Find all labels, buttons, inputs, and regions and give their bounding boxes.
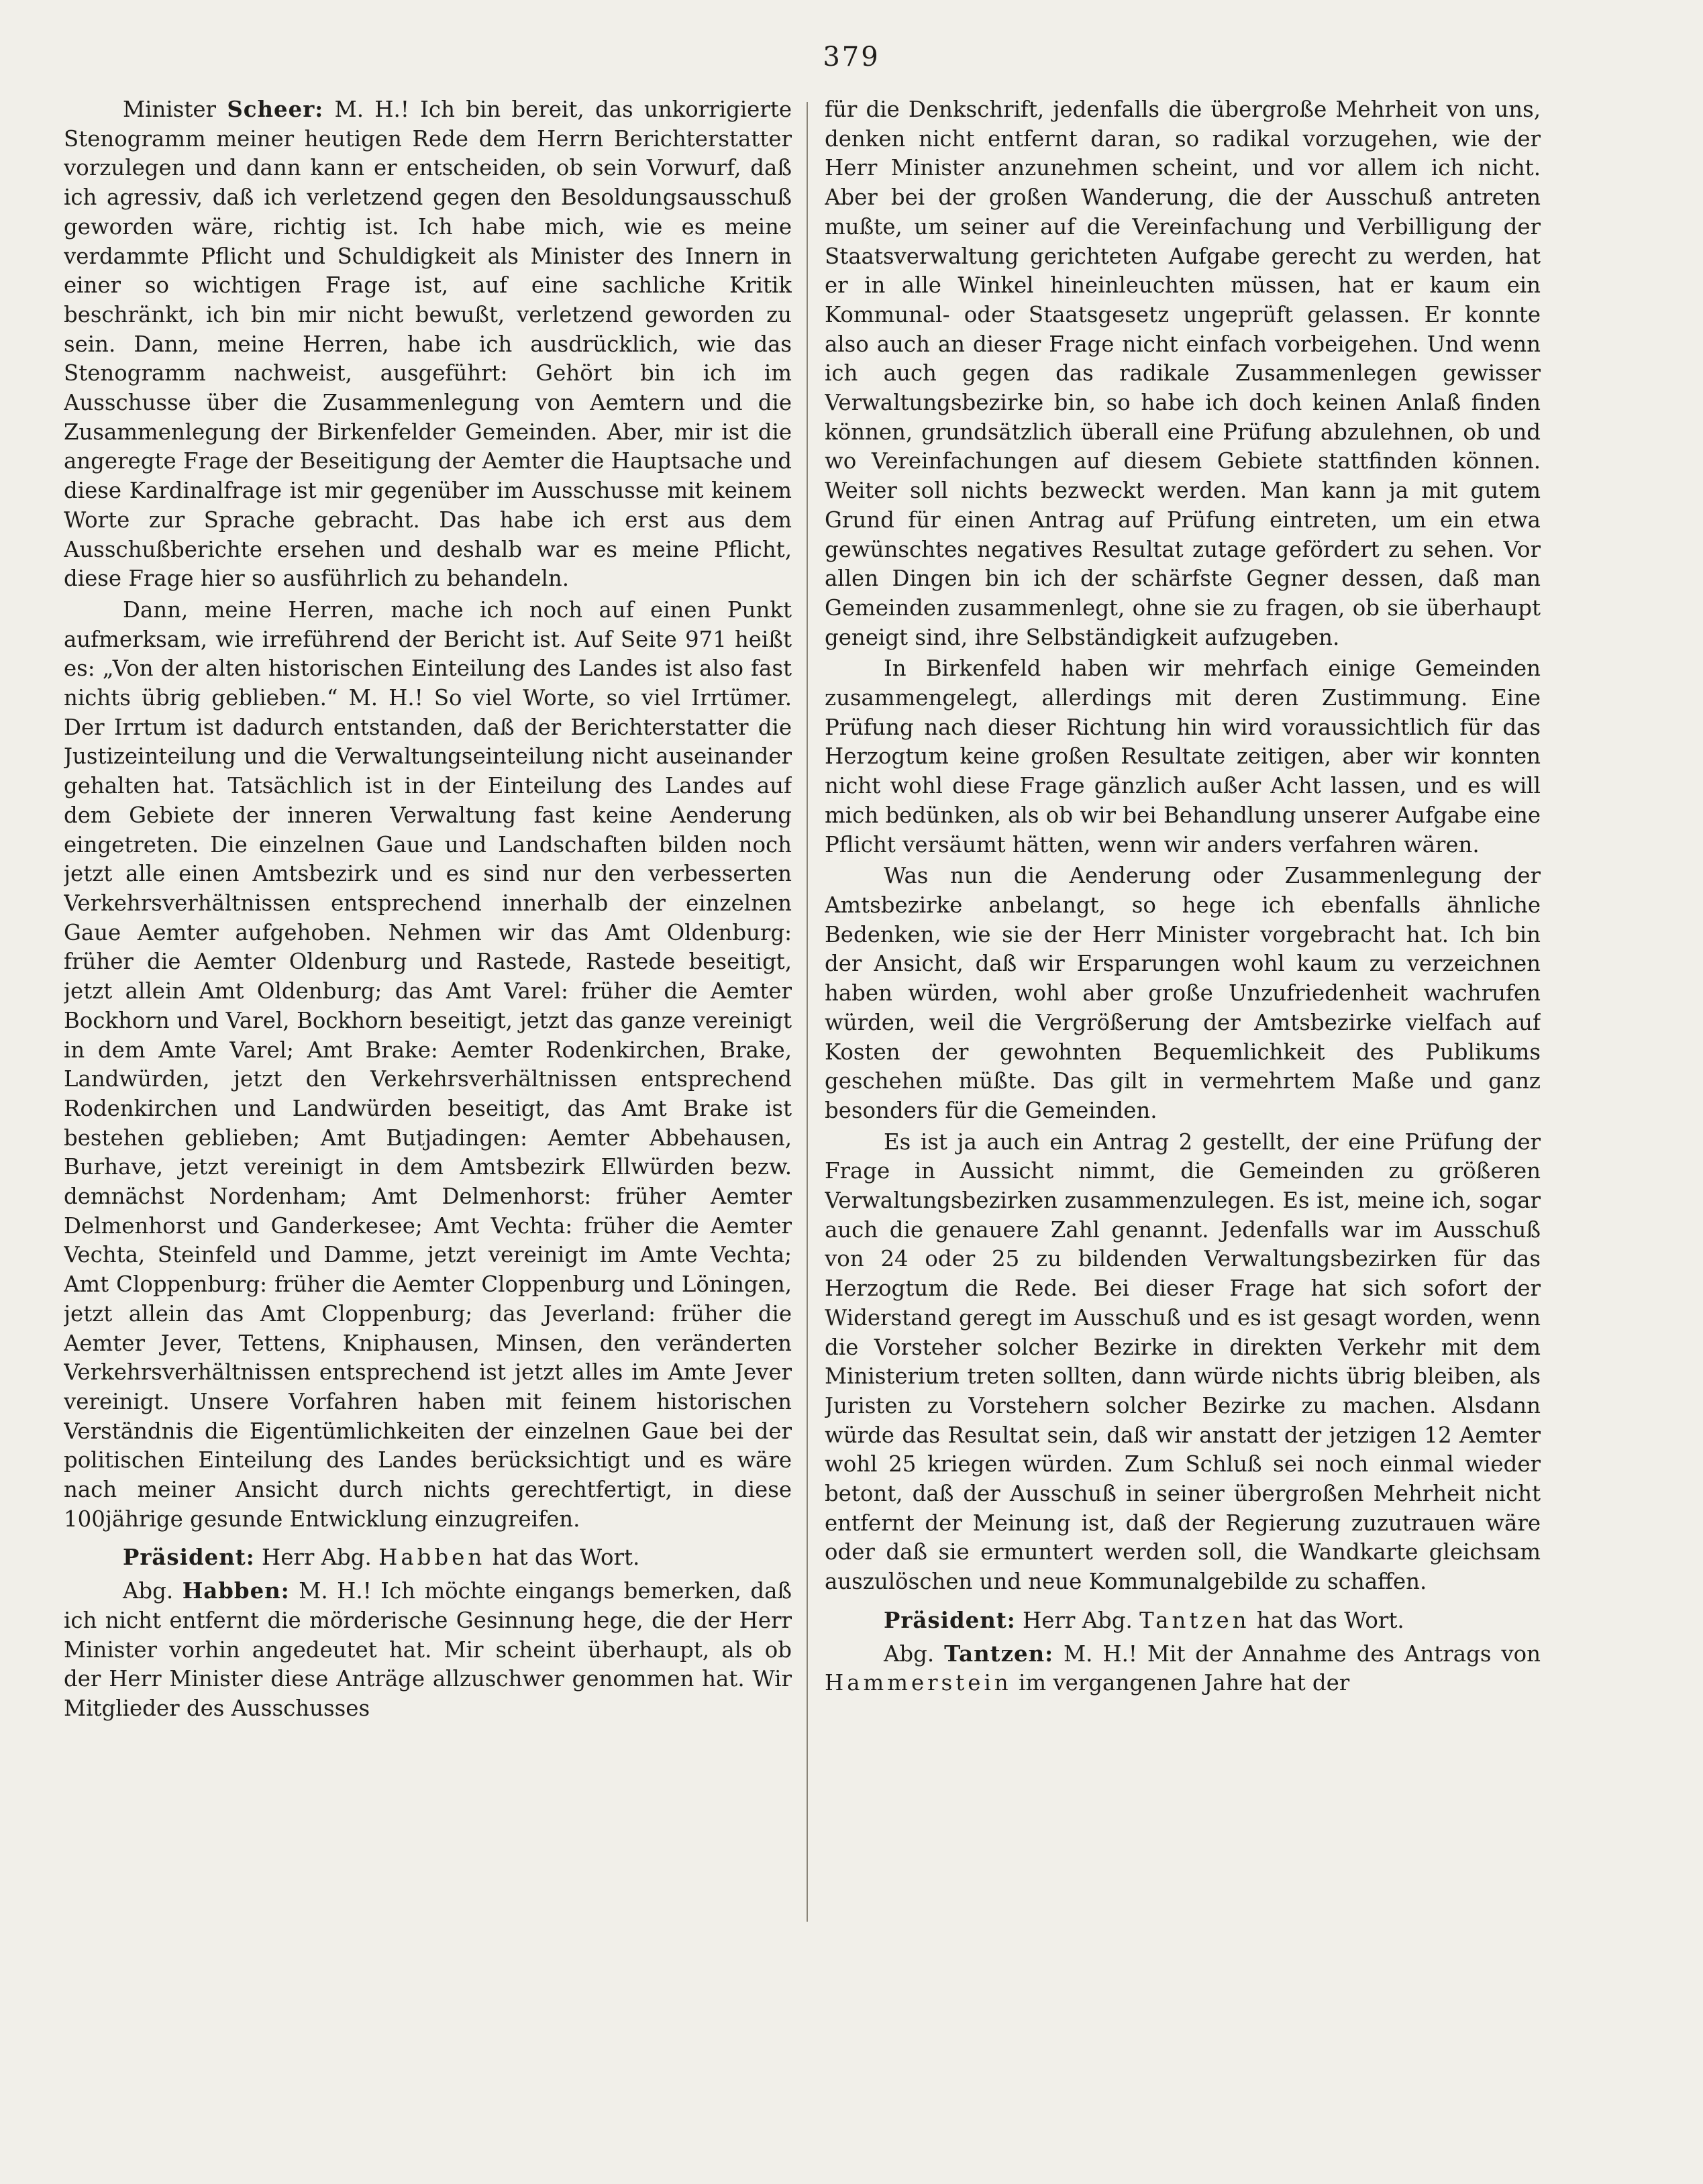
speech-text: M. H.! Ich bin bereit, das unkorrigierte Stenogramm meiner heutigen Rede dem Herrn Berichterstatter vorzulegen und dann kann er entscheiden, ob sein Vorwurf, daß ich agressiv, daß ich verletzend gegen den Besoldungsausschuß geworden wäre, richtig ist. Ich habe mich, wie es meine verdammte Pflicht und Schuldigkeit als Minister des Innern in einer so wichtigen Frage ist, auf eine sachliche Kritik beschränkt, ich bin mir nicht bewußt, verletzend geworden zu sein. Dann, meine Herren, habe ich ausdrücklich, wie das Stenogramm nachweist, ausgeführt: Gehört bin ich im Ausschusse über die Zusammenlegung von Aemtern und die Zusammenlegung der Birkenfelder Gemeinden. Aber, mir ist die angeregte Frage der Beseitigung der Aemter die Hauptsache und diese Kardinalfrage ist mir gegenüber im Ausschusse mit keinem Worte zur Sprache gebracht. Das habe ich erst aus dem Ausschußberichte ersehen und deshalb war es meine Pflicht, diese Frage hier so ausführlich zu behandeln. bbox=[64, 97, 792, 592]
speaker-title: Abg. bbox=[123, 1578, 174, 1604]
president-label: Präsident: bbox=[123, 1545, 255, 1571]
paragraph: Dann, meine Herren, mache ich noch auf einen Punkt aufmerksam, wie irreführend der Bericht ist. Auf Seite 971 heißt es: „Von der alten historischen Einteilung des Landes ist also fast nichts übrig geblieben.“ M. H.! So viel Worte, so viel Irrtümer. Der Irrtum ist dadurch entstanden, daß der Berichterstatter die Justizeinteilung und die Verwaltungseinteilung nicht auseinander gehalten hat. Tatsächlich ist in der Einteilung des Landes auf dem Gebiete der inneren Verwaltung fast keine Aenderung eingetreten. Die einzelnen Gaue und Landschaften bilden noch jetzt alle einen Amtsbezirk und es sind nur den verbesserten Verkehrsverhältnissen entsprechend innerhalb der einzelnen Gaue Aemter aufgehoben. Nehmen wir das Amt Oldenburg: früher die Aemter Oldenburg und Rastede, Rastede beseitigt, jetzt allein Amt Oldenburg; das Amt Varel: früher die Aemter Bockhorn und Varel, Bockhorn beseitigt, jetzt das ganze vereinigt in dem Amte Varel; Amt Brake: Aemter Rodenkirchen, Brake, Landwürden, jetzt den Verkehrsverhältnissen entsprechend Rodenkirchen und Landwürden beseitigt, das Amt Brake ist bestehen geblieben; Amt Butjadingen: Aemter Abbehausen, Burhave, jetzt vereinigt in dem Amtsbezirk Ellwürden bezw. demnächst Nordenham; Amt Delmenhorst: früher Aemter Delmenhorst und Ganderkesee; Amt Vechta: früher die Aemter Vechta, Steinfeld und Damme, jetzt vereinigt im Amte Vechta; Amt Cloppenburg: früher die Aemter Cloppenburg und Löningen, jetzt allein das Amt Cloppenburg; das Jeverland: früher die Aemter Jever, Tettens, Kniphausen, Minsen, den veränderten Verkehrsverhältnissen entsprechend ist jetzt alles im Amte Jever vereinigt. Unsere Vorfahren haben mit feinem historischen Verständnis die Eigentümlichkeiten der einzelnen Gaue bei der politischen Einteilung des Landes berücksichtigt und es wäre nach meiner Ansicht durch nichts gerechtfertigt, in diese 100jährige gesunde Entwicklung einzugreifen. bbox=[64, 596, 792, 1532]
spaced-name: Hammerstein bbox=[825, 1670, 1012, 1696]
paragraph: In Birkenfeld haben wir mehrfach einige Gemeinden zusammengelegt, allerdings mit deren Zustimmung. Eine Prüfung nach dieser Richtung hin wird voraussichtlich für das Herzogtum keine großen Resultate zeitigen, aber wir konnten nicht wohl diese Frage gänzlich außer Acht lassen, und es will mich bedünken, als ob wir bei Behandlung unserer Aufgabe eine Pflicht versäumt hätten, wenn wir anders verfahren wären. bbox=[825, 656, 1541, 857]
president-post: hat das Wort. bbox=[492, 1545, 640, 1571]
speech-scheer bbox=[64, 95, 792, 594]
right-column bbox=[825, 95, 1541, 2144]
speaker-name: Habben: bbox=[182, 1578, 290, 1604]
speaker-title: Abg. bbox=[884, 1641, 935, 1667]
speaker-name: Tantzen: bbox=[944, 1641, 1054, 1667]
speaker-spaced-name: Habben bbox=[378, 1545, 486, 1571]
president-post: hat das Wort. bbox=[1256, 1607, 1404, 1633]
paragraph: Es ist ja auch ein Antrag 2 gestellt, der eine Prüfung der Frage in Aussicht nimmt, die Gemeinden zu größeren Verwaltungsbezirken zusammenzulegen. Es ist, meine ich, sogar auch die genauere Zahl genannt. Jedenfalls war im Ausschuß von 24 oder 25 zu bildenden Verwaltungsbezirken für das Herzogtum die Rede. Bei dieser Frage hat sich sofort der Widerstand geregt im Ausschuß und es ist gesagt worden, wenn die Vorsteher solcher Bezirke in direkten Verkehr mit dem Ministerium treten sollten, dann würde nichts übrig bleiben, als Juristen zu Vorstehern solcher Bezirke zu machen. Alsdann würde das Resultat sein, daß wir anstatt der jetzigen 12 Aemter wohl 25 kriegen würden. Zum Schluß sei noch einmal wieder betont, daß der Ausschuß in seiner übergroßen Mehrheit nicht entfernt der Meinung ist, daß der Regierung zuzutrauen wäre oder daß sie ermuntert werden soll, die Wandkarte gleichsam auszulöschen und neue Kommunalgebilde zu schaffen. bbox=[825, 1129, 1541, 1595]
speaker-name: Scheer: bbox=[227, 97, 324, 122]
president-label: Präsident: bbox=[884, 1607, 1016, 1633]
speech-tail: im vergangenen Jahre hat der bbox=[1018, 1670, 1350, 1696]
left-column bbox=[64, 95, 792, 2144]
speech-text: M. H.! Mit der Annahme des Antrags von bbox=[1064, 1641, 1541, 1667]
speech-tantzen bbox=[825, 1640, 1541, 1698]
speech-text: M. H.! Ich möchte eingangs bemerken, daß ich nicht entfernt die mörderische Gesinnung hege, die der Herr Minister vorhin angedeutet hat. Mir scheint überhaupt, als ob der Herr Minister diese Anträge allzuschwer genommen hat. Wir Mitglieder des Ausschusses bbox=[64, 1578, 792, 1721]
speaker-title: Minister bbox=[123, 97, 217, 122]
paragraph: Was nun die Aenderung oder Zusammenlegung der Amtsbezirke anbelangt, so hege ich ebenfalls ähnliche Bedenken, wie sie der Herr Minister vorgebracht hat. Ich bin der Ansicht, daß wir Ersparungen wohl kaum zu verzeichnen haben würden, wohl aber große Unzufriedenheit wachrufen würden, weil die Vergrößerung der Amtsbezirke vielfach auf Kosten der gewohnten Bequemlichkeit des Publikums geschehen müßte. Das gilt in vermehrtem Maße und ganz besonders für die Gemeinden. bbox=[825, 863, 1541, 1123]
president-note-tantzen bbox=[825, 1606, 1541, 1636]
president-pre: Herr Abg. bbox=[1022, 1607, 1133, 1633]
speech-habben bbox=[64, 1577, 792, 1724]
paragraph-continued: für die Denkschrift, jedenfalls die übergroße Mehrheit von uns, denken nicht entfernt daran, so radikal vorzugehen, wie der Herr Minister anzunehmen scheint, und vor allem ich nicht. Aber bei der großen Wanderung, die der Ausschuß antreten mußte, um seiner auf die Vereinfachung und Verbilligung der Staatsverwaltung gerichteten Aufgabe gerecht zu werden, hat er in alle Winkel hineinleuchten müssen, hat er kaum ein Kommunal- oder Staatsgesetz ungeprüft gelassen. Er konnte also auch an dieser Frage nicht einfach vorbeigehen. Und wenn ich auch gegen das radikale Zusammenlegen gewisser Verwaltungsbezirke bin, so habe ich doch keinen Anlaß finden können, grundsätzlich überall eine Prüfung abzulehnen, ob und wo Vereinfachungen auf diesem Gebiete stattfinden können. Weiter soll nichts bezweckt werden. Man kann ja mit gutem Grund für einen Antrag auf Prüfung eintreten, um ein etwa gewünschtes negatives Resultat zutage gefördert zu sehen. Vor allen Dingen bin ich der schärfste Gegner dessen, daß man Gemeinden zusammenlegt, ohne sie zu fragen, ob sie überhaupt geneigt sind, ihre Selbständigkeit aufzugeben. bbox=[825, 97, 1541, 650]
speaker-spaced-name: Tantzen bbox=[1139, 1607, 1250, 1633]
president-note-habben bbox=[64, 1543, 792, 1573]
column-divider bbox=[807, 102, 808, 1922]
page-number: 379 bbox=[823, 42, 880, 72]
president-pre: Herr Abg. bbox=[261, 1545, 372, 1571]
